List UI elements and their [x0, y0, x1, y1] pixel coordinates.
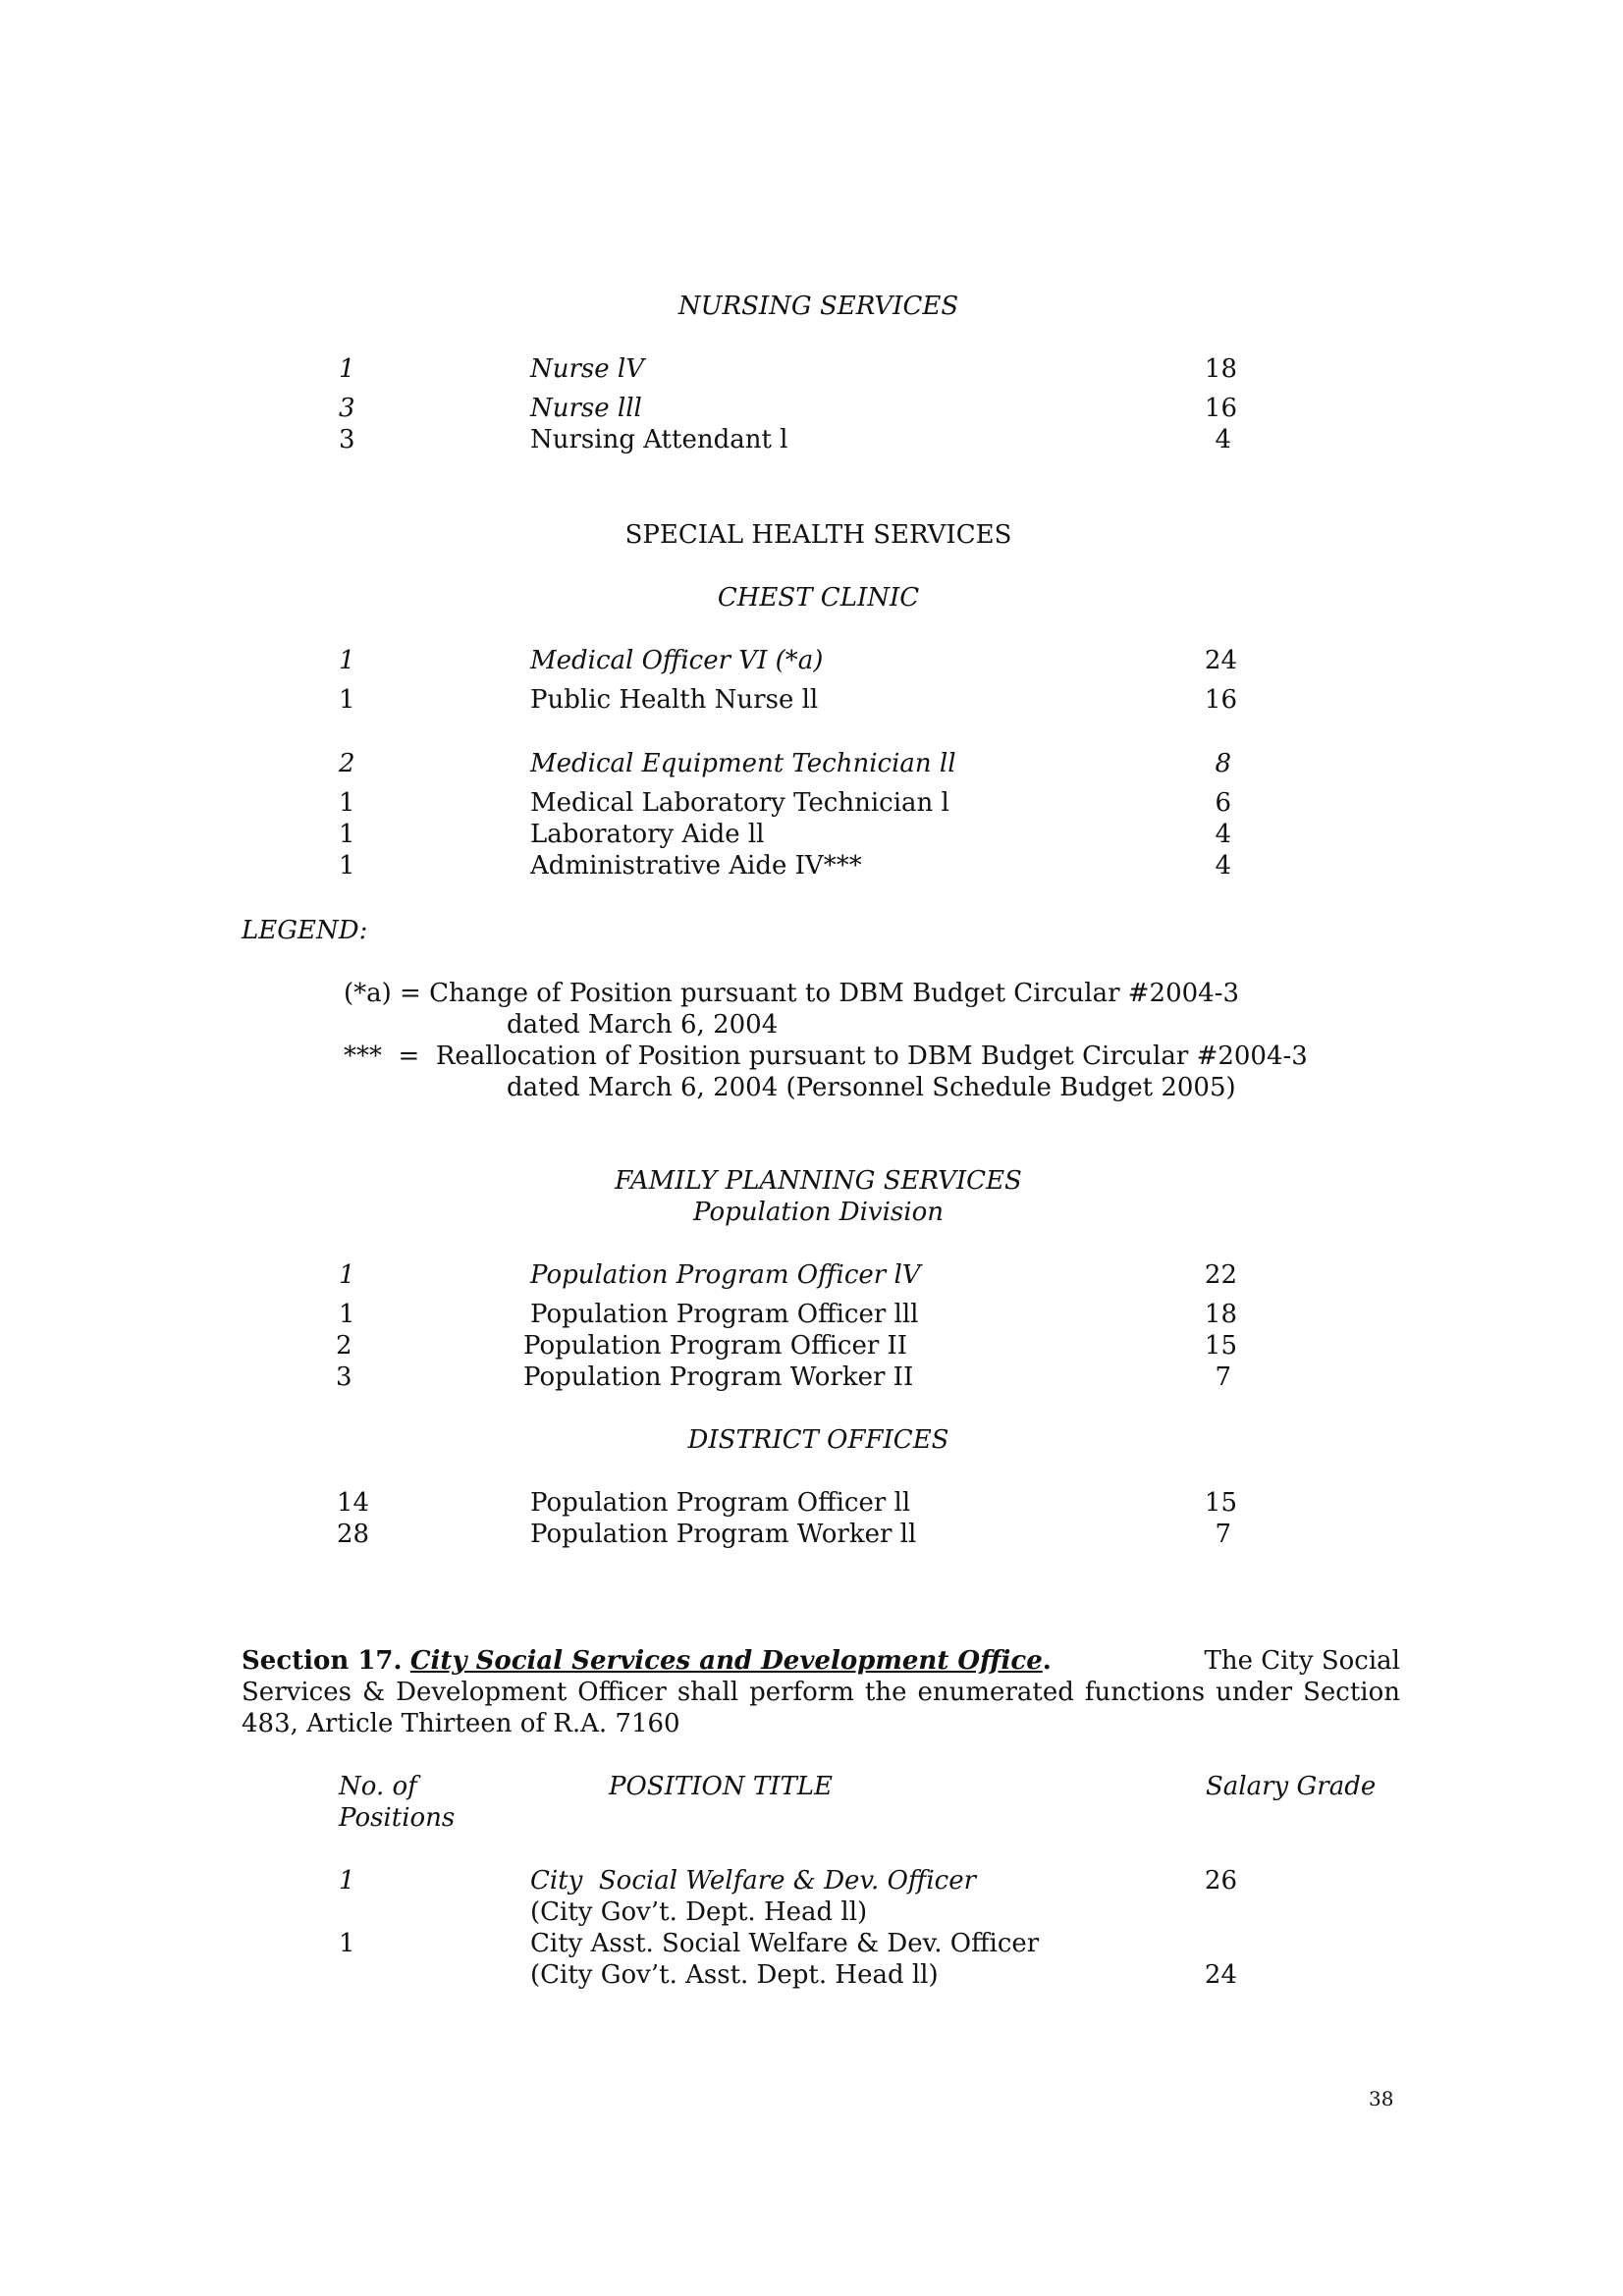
district-row-1-grade: 15: [1204, 1488, 1237, 1518]
nursing-row-3-count: 3: [339, 425, 355, 454]
district-row-2-count: 28: [337, 1520, 370, 1549]
family-row-4-position: Population Program Worker II: [523, 1362, 914, 1392]
chest-row-1-position: Medical Officer VI (*a): [530, 646, 824, 675]
legend-line-2-date: dated March 6, 2004 (Personnel Schedule Budget 2005): [507, 1073, 1236, 1102]
family-row-2-count: 1: [339, 1300, 355, 1329]
family-row-3-grade: 15: [1204, 1331, 1237, 1361]
chest-row-5-grade: 4: [1215, 820, 1231, 849]
family-row-4-count: 3: [336, 1362, 352, 1392]
nursing-row-3-position: Nursing Attendant l: [530, 425, 788, 454]
family-row-2-position: Population Program Officer lll: [530, 1300, 919, 1329]
district-offices-heading: DISTRICT OFFICES: [687, 1425, 949, 1455]
legend-line-1-date: dated March 6, 2004: [507, 1010, 779, 1040]
social-row-1-count: 1: [339, 1866, 355, 1896]
nursing-row-1-position: Nurse lV: [530, 354, 645, 384]
family-row-3-count: 2: [336, 1331, 352, 1361]
family-row-1-position: Population Program Officer lV: [530, 1260, 921, 1290]
nursing-row-1-count: 1: [339, 354, 355, 384]
chest-row-5-position: Laboratory Aide ll: [530, 820, 765, 849]
page-number: 38: [1369, 2087, 1394, 2110]
section17-office-name: City Social Services and Development Office: [409, 1646, 1043, 1676]
chest-row-2-position: Public Health Nurse ll: [530, 685, 819, 715]
nursing-services-heading: NURSING SERVICES: [677, 292, 959, 321]
district-row-2-position: Population Program Worker ll: [530, 1520, 917, 1549]
family-row-3-position: Population Program Officer II: [523, 1331, 908, 1361]
legend-line-2: *** = Reallocation of Position pursuant to DBM Budget Circular #2004-3: [344, 1041, 1308, 1071]
social-row-2-position-sub: (City Gov’t. Asst. Dept. Head ll): [530, 1960, 939, 1990]
chest-row-4-count: 1: [339, 788, 355, 818]
header-salary-grade: Salary Grade: [1206, 1772, 1377, 1801]
section17-line-3: 483, Article Thirteen of R.A. 7160: [242, 1709, 680, 1738]
district-row-2-grade: 7: [1215, 1520, 1231, 1549]
social-row-2-grade: 24: [1204, 1960, 1237, 1990]
legend-heading: LEGEND:: [242, 916, 368, 945]
district-row-1-position: Population Program Officer ll: [530, 1488, 911, 1518]
chest-row-6-count: 1: [339, 851, 355, 881]
header-positions: Positions: [339, 1803, 456, 1833]
social-row-1-position: City Social Welfare & Dev. Officer: [530, 1866, 977, 1896]
nursing-row-1-grade: 18: [1204, 354, 1237, 384]
chest-row-6-position: Administrative Aide IV***: [530, 851, 862, 881]
chest-clinic-heading: CHEST CLINIC: [717, 583, 920, 613]
chest-row-3-count: 2: [339, 749, 355, 778]
family-row-1-grade: 22: [1204, 1260, 1237, 1290]
section17-line-2: Services & Development Officer shall perform the enumerated functions under Section: [242, 1678, 1400, 1707]
social-row-1-grade: 26: [1204, 1866, 1237, 1896]
nursing-row-3-grade: 4: [1215, 425, 1231, 454]
nursing-row-2-grade: 16: [1204, 394, 1237, 423]
header-position-title: POSITION TITLE: [609, 1772, 834, 1801]
special-health-heading: SPECIAL HEALTH SERVICES: [624, 520, 1012, 550]
chest-row-4-grade: 6: [1215, 788, 1231, 818]
nursing-row-2-position: Nurse lll: [530, 394, 642, 423]
social-row-1-position-sub: (City Gov’t. Dept. Head ll): [530, 1897, 868, 1927]
social-row-2-position: City Asst. Social Welfare & Dev. Officer: [530, 1929, 1040, 1958]
population-division-heading: Population Division: [693, 1198, 944, 1227]
chest-row-1-grade: 24: [1204, 646, 1237, 675]
family-row-4-grade: 7: [1215, 1362, 1231, 1392]
header-no-of: No. of: [339, 1772, 417, 1801]
family-planning-heading: FAMILY PLANNING SERVICES: [615, 1166, 1022, 1196]
chest-row-2-grade: 16: [1204, 685, 1237, 715]
chest-row-4-position: Medical Laboratory Technician l: [530, 788, 949, 818]
chest-row-2-count: 1: [339, 685, 355, 715]
section17-label: Section 17.: [242, 1646, 403, 1676]
family-row-2-grade: 18: [1204, 1300, 1237, 1329]
social-row-2-count: 1: [339, 1929, 355, 1958]
district-row-1-count: 14: [337, 1488, 370, 1518]
nursing-row-2-count: 3: [339, 394, 355, 423]
chest-row-3-position: Medical Equipment Technician ll: [530, 749, 956, 778]
section17-line-1: Section 17. City Social Services and Development Office. The City Social: [242, 1646, 1400, 1676]
chest-row-5-count: 1: [339, 820, 355, 849]
legend-line-1: (*a) = Change of Position pursuant to DBM Budget Circular #2004-3: [344, 979, 1240, 1008]
chest-row-3-grade: 8: [1215, 749, 1231, 778]
chest-row-1-count: 1: [339, 646, 355, 675]
family-row-1-count: 1: [339, 1260, 355, 1290]
chest-row-6-grade: 4: [1215, 851, 1231, 881]
section17-line-1-rest: The City Social: [1204, 1646, 1400, 1676]
